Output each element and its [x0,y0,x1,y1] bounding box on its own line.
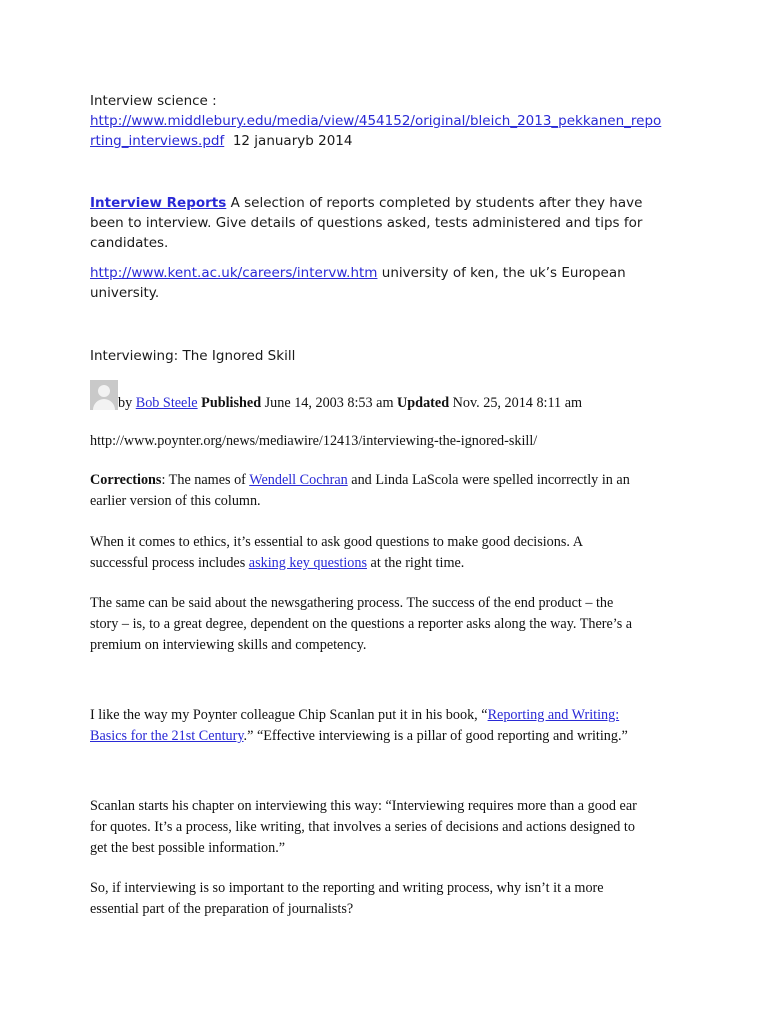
question-paragraph [90,878,690,920]
interview-reports-block [90,193,690,253]
interview-reports-desc: A selection of reports completed by students after they have [230,195,643,211]
scanlan-pre: I like the way my Poynter colleague Chip Scanlan put it in his book, “ [90,707,488,723]
article-title: Interviewing: The Ignored Skill [90,348,296,364]
avatar-placeholder-icon [90,380,118,410]
interview-science-label: Interview science : [90,93,217,109]
kent-desc: university of ken, the uk’s European [381,265,626,281]
newsgathering-line2: story – is, to a great degree, dependent on the questions a reporter asks along the way. There’s a [90,616,633,632]
updated-date: Nov. 25, 2014 8:11 am [452,395,583,411]
corrections-line2: earlier version of this column. [90,493,261,509]
chapter-paragraph [90,796,690,859]
interview-reports-desc-2: been to interview. Give details of questions asked, tests administered and tips for [90,215,643,231]
middlebury-link[interactable]: http://www.middlebury.edu/media/view/454152/original/bleich_2013_pekkanen_repo [90,113,662,129]
corrections-pre: : The names of [161,472,246,488]
corrections-label: Corrections [90,472,162,488]
interview-reports-link[interactable]: Interview Reports [90,195,227,211]
access-date: 12 januaryb 2014 [232,133,353,149]
question-line2: essential part of the preparation of journalists? [90,901,354,917]
updated-label: Updated [397,395,450,411]
ethics-line1: When it comes to ethics, it’s essential to ask good questions to make good decisions. A [90,534,583,550]
ethics-paragraph [90,532,690,574]
corrections-post: and Linda LaScola were spelled incorrectly in an [351,472,630,488]
byline [118,393,582,414]
published-date: June 14, 2003 8:53 am [264,395,394,411]
chapter-line1: Scanlan starts his chapter on interviewing this way: “Interviewing requires more than a good ear [90,798,637,814]
newsgathering-line1: The same can be said about the newsgathering process. The success of the end product – the [90,595,614,611]
book-link[interactable]: Reporting and Writing: [487,707,620,723]
chapter-line2: for quotes. It’s a process, like writing, that involves a series of decisions and actions designed to [90,819,635,835]
newsgathering-line3: premium on interviewing skills and competency. [90,637,367,653]
scanlan-post: .” “Effective interviewing is a pillar of good reporting and writing.” [243,728,628,744]
ethics-post: at the right time. [370,555,465,571]
interview-reports-desc-3: candidates. [90,235,169,251]
corrections-paragraph [90,470,690,512]
book-link-cont[interactable]: Basics for the 21st Century [90,728,244,744]
byline-by: by [118,395,133,411]
kent-block [90,263,690,303]
asking-key-questions-link[interactable]: asking key questions [248,555,367,571]
published-label: Published [201,395,262,411]
source-url: http://www.poynter.org/news/mediawire/12413/interviewing-the-ignored-skill/ [90,433,538,449]
middlebury-link-cont[interactable]: rting_interviews.pdf [90,133,225,149]
kent-desc-2: university. [90,285,160,301]
author-link[interactable]: Bob Steele [135,395,198,411]
newsgathering-paragraph [90,593,690,656]
wendell-cochran-link[interactable]: Wendell Cochran [249,472,348,488]
chapter-line3: get the best possible information.” [90,840,286,856]
kent-link[interactable]: http://www.kent.ac.uk/careers/intervw.htm [90,265,378,281]
question-line1: So, if interviewing is so important to the reporting and writing process, why isn’t it a more [90,880,604,896]
ethics-pre: successful process includes [90,555,246,571]
interview-science-block [90,91,690,151]
scanlan-paragraph [90,705,690,747]
